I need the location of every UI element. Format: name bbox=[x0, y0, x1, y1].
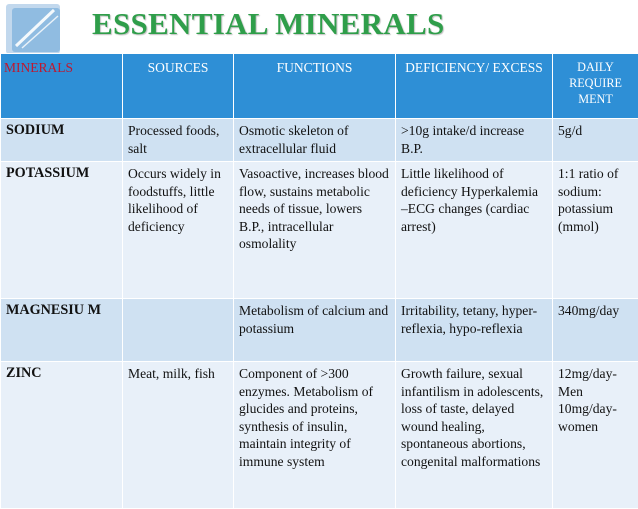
header-row bbox=[1, 54, 638, 119]
sources-cell: Occurs widely in foodstuffs, little likelihood of deficiency bbox=[123, 162, 234, 299]
minerals-table bbox=[0, 53, 638, 509]
deficiency-cell: Growth failure, sexual infantilism in adolescents, loss of taste, delayed wound healing, spontaneous abortions, congenital malformations bbox=[396, 362, 553, 509]
mineral-name: SODIUM bbox=[1, 119, 123, 162]
sources-cell: Meat, milk, fish bbox=[123, 362, 234, 509]
table-row-sodium bbox=[1, 119, 638, 162]
functions-cell: Metabolism of calcium and potassium bbox=[234, 299, 396, 362]
table-row-potassium bbox=[1, 162, 638, 299]
mineral-name: POTASSIUM bbox=[1, 162, 123, 299]
deficiency-cell: Little likelihood of deficiency Hyperkalemia –ECG changes (cardiac arrest) bbox=[396, 162, 553, 299]
header-daily-requirement: DAILY REQUIRE MENT bbox=[553, 54, 638, 119]
slide-corner-logo bbox=[0, 0, 74, 60]
daily-cell: 1:1 ratio of sodium: potassium (mmol) bbox=[553, 162, 638, 299]
daily-cell: 5g/d bbox=[553, 119, 638, 162]
table-row-magnesium bbox=[1, 299, 638, 362]
sources-cell bbox=[123, 299, 234, 362]
mineral-name: ZINC bbox=[1, 362, 123, 509]
deficiency-cell: Irritability, tetany, hyper-reflexia, hypo-reflexia bbox=[396, 299, 553, 362]
table-row-zinc bbox=[1, 362, 638, 509]
header-functions: FUNCTIONS bbox=[234, 54, 396, 119]
header-deficiency: DEFICIENCY/ EXCESS bbox=[396, 54, 553, 119]
header-minerals: MINERALS bbox=[1, 54, 123, 119]
deficiency-cell: >10g intake/d increase B.P. bbox=[396, 119, 553, 162]
functions-cell: Osmotic skeleton of extracellular fluid bbox=[234, 119, 396, 162]
functions-cell: Vasoactive, increases blood flow, sustains metabolic needs of tissue, lowers B.P., intracellular osmolality bbox=[234, 162, 396, 299]
daily-cell: 340mg/day bbox=[553, 299, 638, 362]
functions-cell: Component of >300 enzymes. Metabolism of glucides and proteins, synthesis of insulin, maintain integrity of immune system bbox=[234, 362, 396, 509]
sources-cell: Processed foods, salt bbox=[123, 119, 234, 162]
daily-cell: 12mg/day-Men 10mg/day-women bbox=[553, 362, 638, 509]
slide-title: ESSENTIAL MINERALS bbox=[92, 6, 445, 42]
mineral-name: MAGNESIU M bbox=[1, 299, 123, 362]
header-sources: SOURCES bbox=[123, 54, 234, 119]
